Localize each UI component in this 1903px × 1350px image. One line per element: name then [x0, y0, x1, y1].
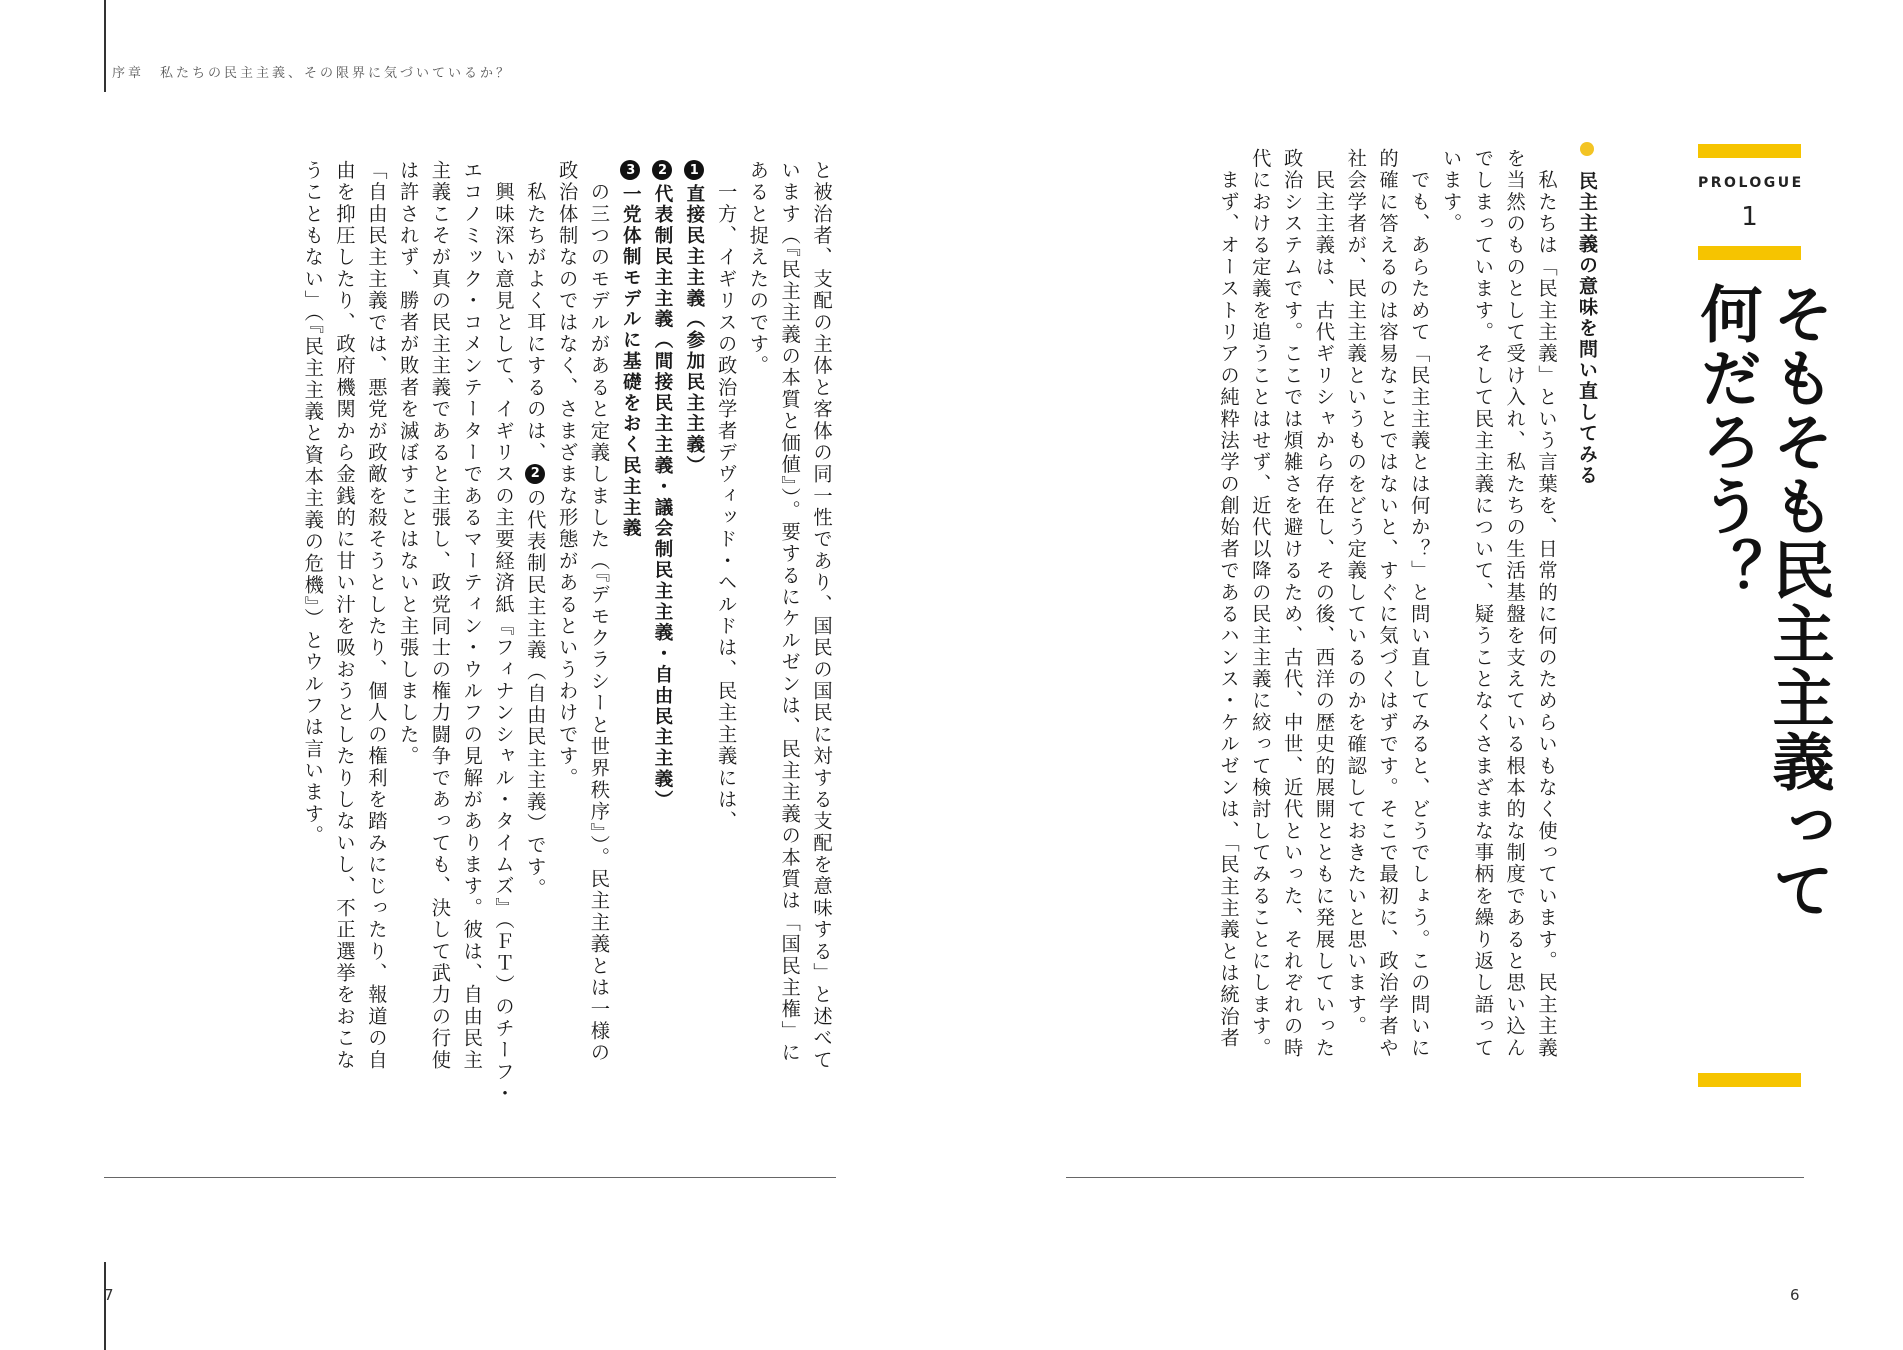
body-line: でも、あらためて「民主主義とは何か？」と問い直してみると、どうでしょう。この問いに [1407, 148, 1431, 1059]
body-line: は許されず、勝者が敗者を滅ぼすことはないと主張しました。 [396, 160, 420, 768]
right-page-body [1212, 148, 1562, 1108]
model-item-1 [678, 160, 710, 1120]
body-line: を当然のものとして受け入れ、私たちの生活基盤を支えている根本的な制度であると思い込ん [1503, 148, 1527, 1059]
body-line-often-heard [519, 160, 551, 1120]
body-line: 一方、イギリスの政治学者デヴィッド・ヘルドは、民主主義には、 [714, 160, 738, 833]
model-label: 一党体制モデルに基礎をおく民主主義 [620, 184, 642, 540]
body-line: います。 [1439, 148, 1463, 235]
page-number-left: 7 [104, 1286, 114, 1304]
circled-number-3-icon: 3 [620, 160, 640, 180]
body-line: 主義こそが真の民主主義であると主張し、政党同士の権力闘争であっても、決して武力の行使 [428, 160, 452, 1071]
chapter-title-line-1: そもそも民主主義って [1762, 282, 1835, 922]
circled-number-2-icon: 2 [525, 464, 545, 484]
model-note: （参加民主主義） [683, 309, 705, 477]
section-heading [1574, 142, 1601, 486]
body-line: うこともない」（『民主主義と資本主義の危機』）とウルフは言います。 [301, 160, 325, 847]
often-heard-prefix: 私たちがよく耳にするのは、 [523, 160, 547, 464]
chapter-title [1690, 282, 1834, 922]
page-number-right: 6 [1790, 1286, 1800, 1304]
circled-number-2-icon: 2 [652, 160, 672, 180]
running-head: 序章 私たちの民主主義、その限界に気づいているか？ [112, 66, 513, 81]
footer-rule-left [104, 1177, 836, 1178]
body-line: 政治体制なのではなく、さまざまな形態があるというわけです。 [555, 160, 579, 790]
circled-number-1-icon: 1 [684, 160, 704, 180]
prologue-label: PROLOGUE [1698, 175, 1804, 191]
body-line: 代における定義を追うことはせず、近代以降の民主主義に絞って検討してみることにします。 [1248, 148, 1272, 1059]
model-label: 直接民主主義 [683, 184, 705, 310]
bullet-dot-icon [1580, 142, 1594, 156]
body-line: 的確に答えるのは容易なことではないと、すぐに気づくはずです。そこで最初に、政治学者や [1376, 148, 1400, 1059]
left-page-body [296, 160, 837, 1120]
body-line: エコノミック・コメンテーターであるマーティン・ウルフの見解があります。彼は、自由民主 [460, 160, 484, 1071]
body-line: の三つのモデルがあると定義しました（『デモクラシーと世界秩序』）。民主主義とは一様の [587, 160, 611, 1064]
page-gutter-line-top [104, 0, 106, 92]
footer-rule-right [1066, 1177, 1804, 1178]
body-line: 由を抑圧したり、政府機関から金銭的に甘い汁を吸おうとしたりしないし、不正選挙をおこな [333, 160, 357, 1071]
body-line: 興味深い意見として、イギリスの主要経済紙『フィナンシャル・タイムズ』（ＦＴ）のチーフ・ [492, 160, 516, 1105]
model-note: （間接民主主義・議会制民主主義・自由民主主義） [652, 330, 674, 812]
prologue-number: 1 [1741, 202, 1758, 232]
model-item-3 [614, 160, 646, 1120]
body-line: 民主主義は、古代ギリシャから存在し、その後、西洋の歴史的展開とともに発展していった [1312, 148, 1336, 1059]
chapter-title-line-2: 何だろう？ [1690, 282, 1763, 602]
prologue-accent-bar-middle [1698, 246, 1801, 260]
body-line: あると捉えたのです。 [746, 160, 770, 377]
body-line: でしまっています。そして民主主義について、疑うことなくさまざまな事柄を繰り返し語って [1471, 148, 1495, 1059]
prologue-accent-bar-bottom [1698, 1073, 1801, 1087]
body-line: 社会学者が、民主主義というものをどう定義しているのかを確認しておきたいと思います。 [1344, 148, 1368, 1038]
often-heard-suffix: の代表制民主主義（自由民主主義）です。 [523, 487, 547, 900]
model-label: 代表制民主主義 [652, 184, 674, 331]
prologue-accent-bar-top [1698, 144, 1801, 158]
section-heading-text: 民主主義の意味を問い直してみる [1576, 170, 1598, 486]
model-item-2 [646, 160, 678, 1120]
body-line: 私たちは「民主主義」という言葉を、日常的に何のためらいもなく使っています。民主主義 [1535, 148, 1558, 1059]
body-line: います（『民主主義の本質と価値』）。要するにケルゼンは、民主主義の本質は「国民主権」に [778, 160, 802, 1064]
body-line: 「自由民主主義では、悪党が政敵を殺そうとしたり、個人の権利を踏みにじったり、報道の自 [364, 160, 388, 1071]
body-line: まず、オーストリアの純粋法学の創始者であるハンス・ケルゼンは、「民主主義とは統治者 [1217, 148, 1241, 1050]
body-line: と被治者、支配の主体と客体の同一性であり、国民の国民に対する支配を意味する」と述べて [810, 160, 833, 1071]
page-gutter-line-bottom [104, 1262, 106, 1350]
body-line: 政治システムです。ここでは煩雑さを避けるため、古代、中世、近代といった、それぞれの時 [1280, 148, 1304, 1059]
